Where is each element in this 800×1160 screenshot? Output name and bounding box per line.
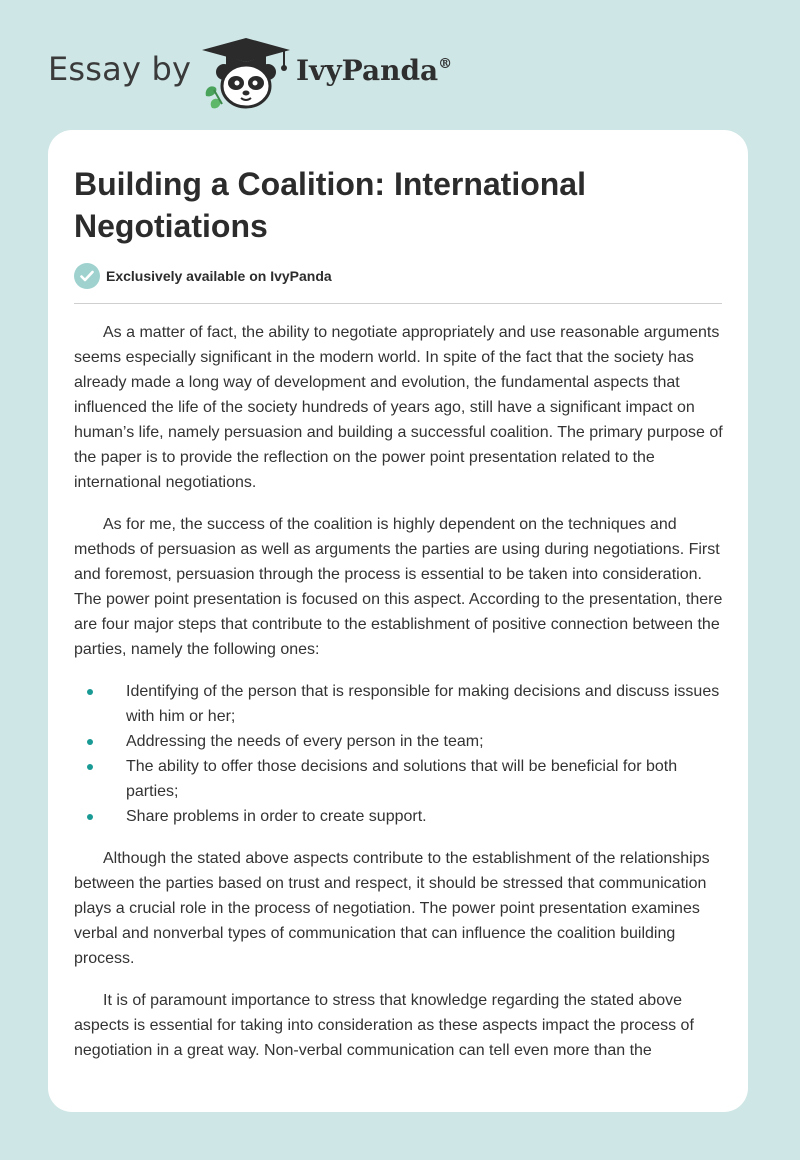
panda-logo-svg xyxy=(200,34,292,110)
bullet-icon xyxy=(87,764,93,770)
list-item xyxy=(74,804,726,829)
essay-by-label: Essay by xyxy=(48,50,192,88)
exclusive-badge-label: Exclusively available on IvyPanda xyxy=(106,268,332,284)
list-item-text: The ability to offer those decisions and solutions that will be beneficial for both parties; xyxy=(126,758,678,800)
paragraph: As a matter of fact, the ability to negotiate appropriately and use reasonable arguments seems especially significant in the modern world. In spite of the fact that the society has already made a long way of development and evolution, the fundamental aspects that influenced the life of the society hundreds of years ago, still have a significant impact on human’s life, namely persuasion and building a successful coalition. The primary purpose of the paper is to provide the reflection on the power point presentation related to the international negotiations. xyxy=(74,324,723,491)
checkmark-svg xyxy=(80,270,94,282)
list-item-text: Identifying of the person that is responsible for making decisions and discuss issues with him or her; xyxy=(126,683,720,725)
registered-mark: ® xyxy=(438,55,453,72)
site-header xyxy=(48,30,488,110)
list-item xyxy=(74,754,726,804)
list-item-text: Addressing the needs of every person in the team; xyxy=(126,733,484,750)
check-circle-icon xyxy=(74,263,100,289)
essay-body xyxy=(74,320,726,1080)
bullet-icon xyxy=(87,814,93,820)
panda-graduate-logo-icon[interactable] xyxy=(200,34,292,110)
steps-list xyxy=(74,679,726,829)
paragraph: It is of paramount importance to stress that knowledge regarding the stated above aspects is essential for taking into consideration as these aspects impact the process of negotiation in a great way. Non-verbal communication can tell even more than the xyxy=(74,992,694,1059)
paragraph: As for me, the success of the coalition is highly dependent on the techniques and methods of persuasion as well as arguments the parties are using during negotiations. First and foremost, persuasion through the process is essential to be taken into consideration. The power point presentation is focused on this aspect. According to the presentation, there are four major steps that contribute to the establishment of positive connection between the parties, namely the following ones: xyxy=(74,516,723,658)
bullet-icon xyxy=(87,739,93,745)
brand-label: IvyPanda xyxy=(296,54,439,87)
list-item xyxy=(74,729,726,754)
page-title: Building a Coalition: International Negotiations xyxy=(74,166,586,244)
essay-card xyxy=(48,130,748,1112)
exclusive-badge xyxy=(74,263,332,289)
brand-name[interactable] xyxy=(296,54,452,87)
list-item-text: Share problems in order to create support. xyxy=(126,808,427,825)
list-item xyxy=(74,679,726,729)
paragraph: Although the stated above aspects contribute to the establishment of the relationships between the parties based on trust and respect, it should be stressed that communication plays a crucial role in the process of negotiation. The power point presentation examines verbal and nonverbal types of communication that can influence the coalition building process. xyxy=(74,850,710,967)
title-divider xyxy=(74,303,722,304)
bullet-icon xyxy=(87,689,93,695)
